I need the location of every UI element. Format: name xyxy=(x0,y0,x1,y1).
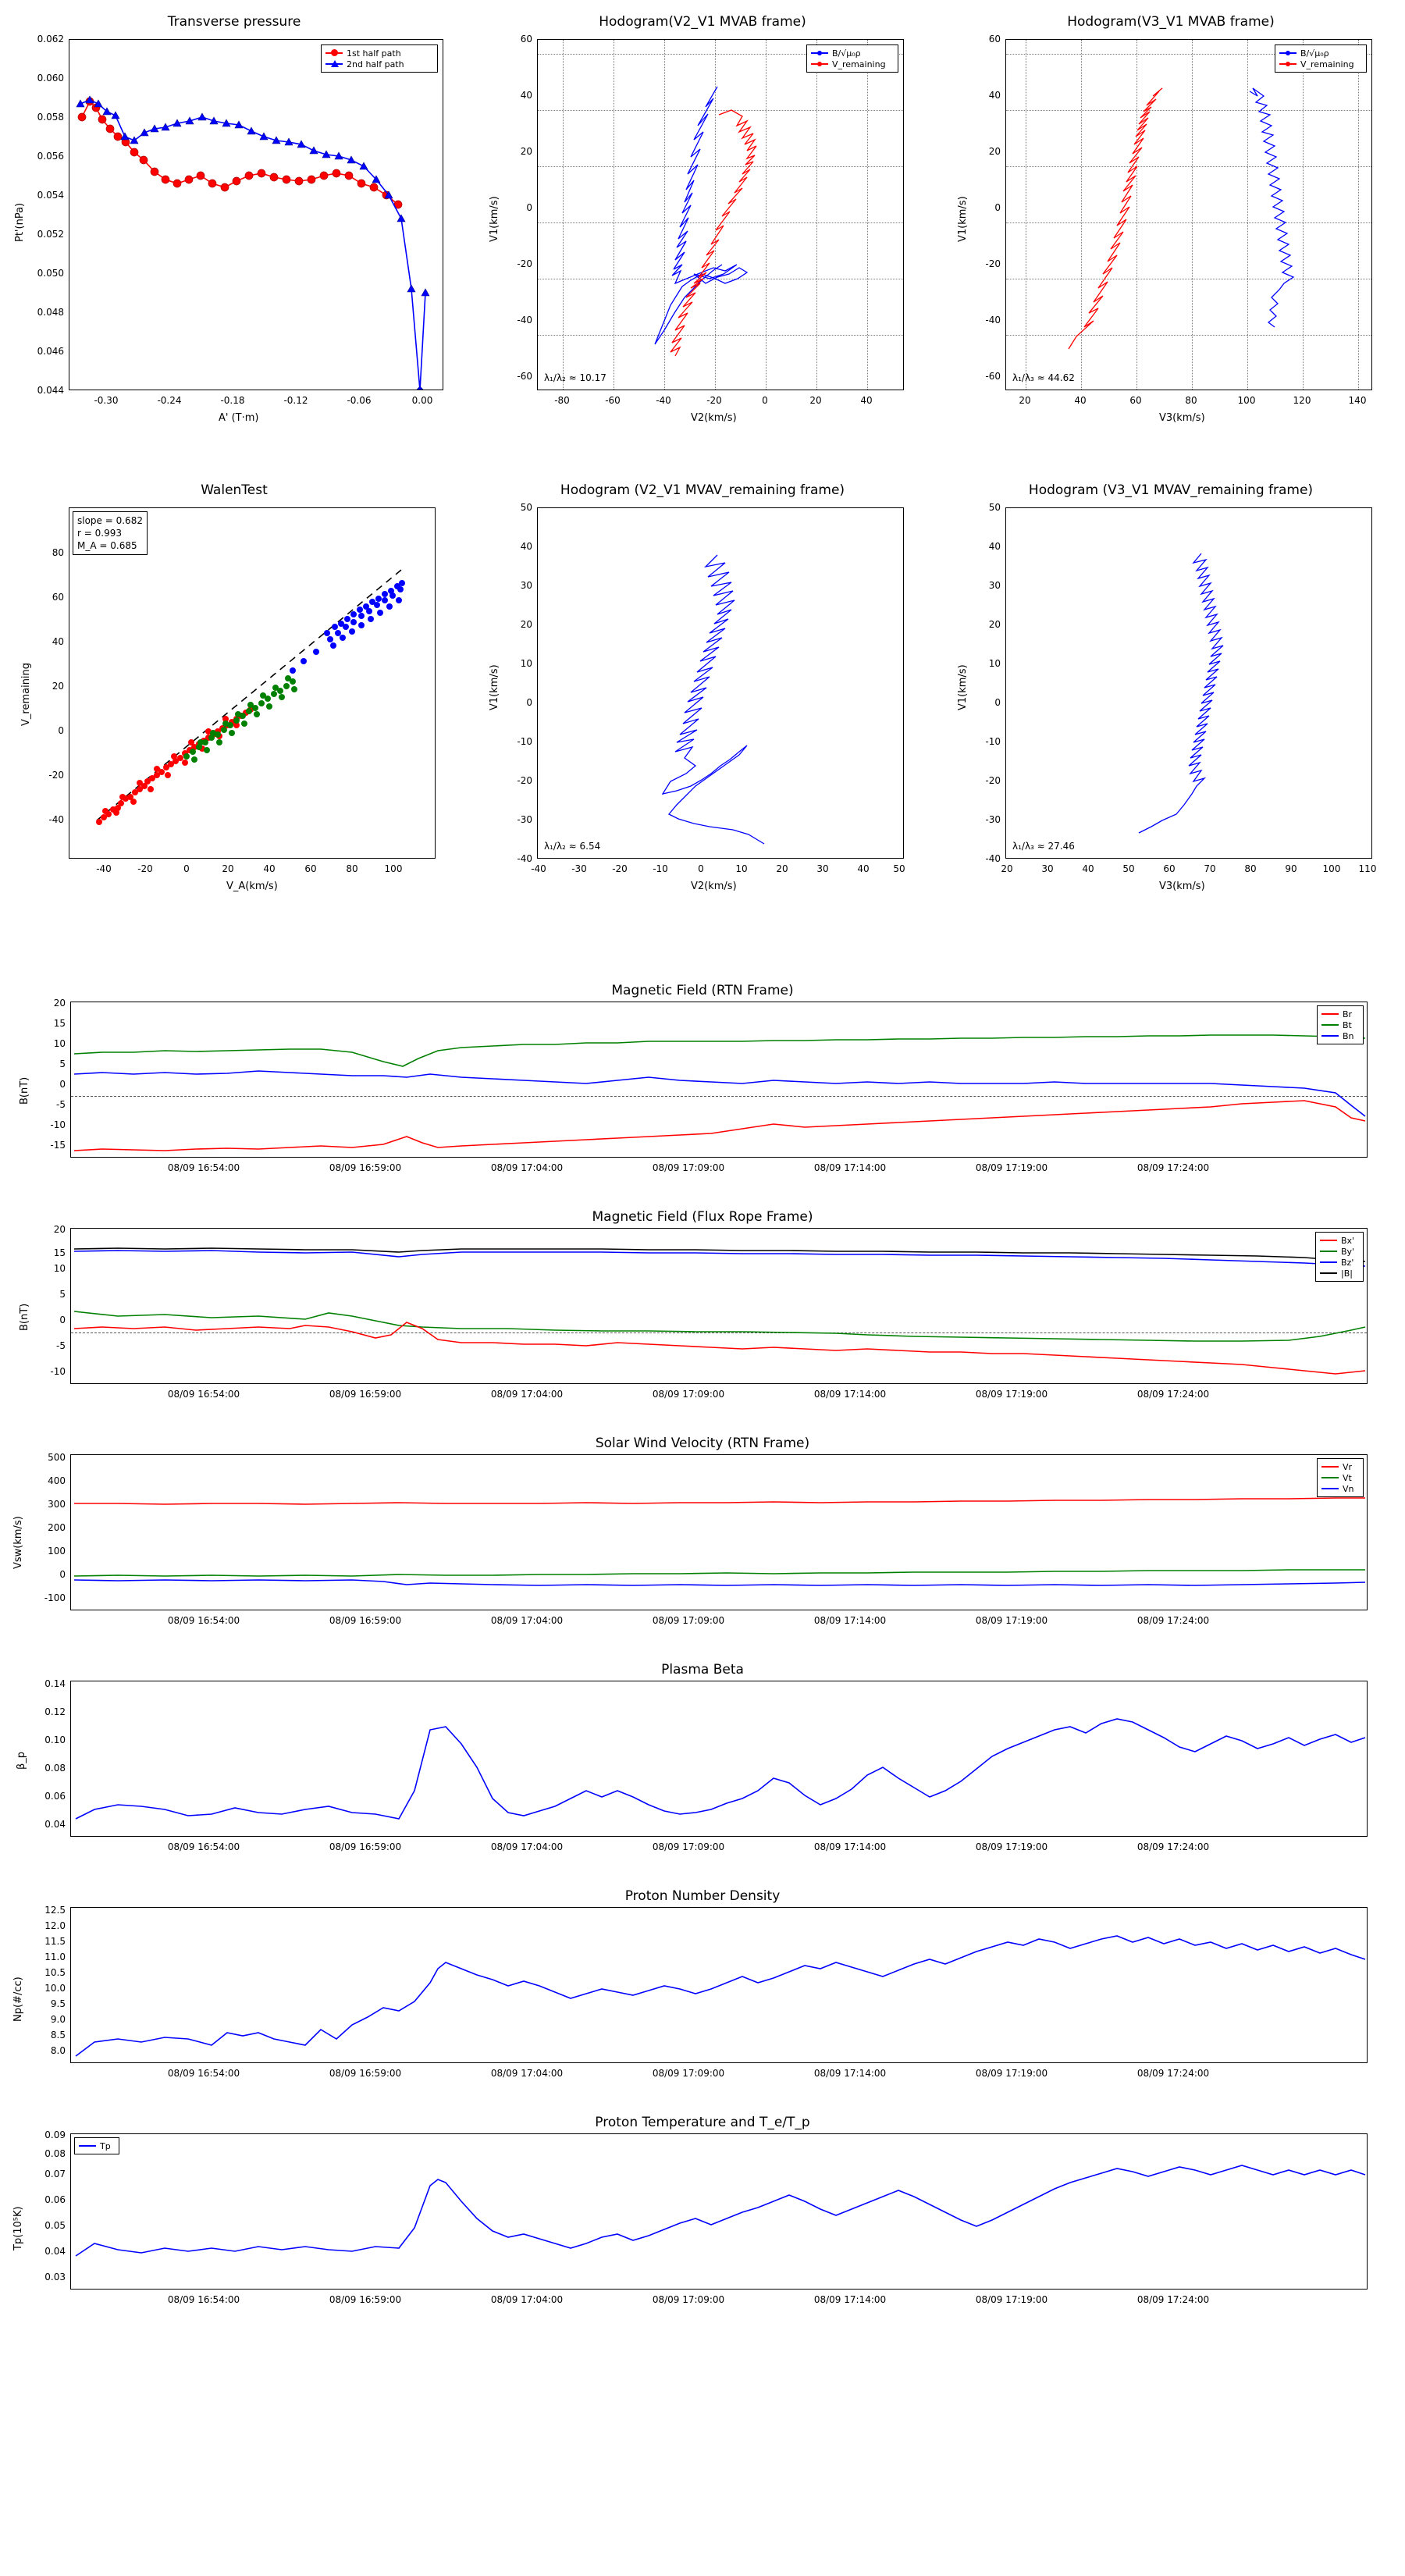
legend-label: |B| xyxy=(1341,1268,1353,1279)
time-tick: 08/09 17:09:00 xyxy=(652,1162,725,1173)
time-tick: 08/09 16:54:00 xyxy=(167,1162,240,1173)
plot-area xyxy=(70,1454,1368,1610)
time-tick: 08/09 17:19:00 xyxy=(975,1389,1048,1400)
x-tick: 20 xyxy=(1019,395,1031,406)
y-tick: 500 xyxy=(48,1452,66,1463)
panel-title: Proton Number Density xyxy=(624,1888,781,1904)
vsw-plot xyxy=(71,1455,1368,1610)
time-tick: 08/09 16:54:00 xyxy=(167,1615,240,1626)
x-tick: 110 xyxy=(1358,863,1377,874)
y-tick: 15 xyxy=(53,1018,66,1029)
x-tick: 20 xyxy=(1001,863,1013,874)
panel-title: Solar Wind Velocity (RTN Frame) xyxy=(595,1436,810,1451)
x-tick: 40 xyxy=(1074,395,1087,406)
legend-label: Bn xyxy=(1343,1030,1354,1041)
panel-transverse-pressure xyxy=(0,0,468,445)
y-tick: 11.5 xyxy=(44,1936,66,1947)
x-tick: 0 xyxy=(698,863,704,874)
legend-label: Bt xyxy=(1343,1019,1352,1030)
y-tick: 0.046 xyxy=(37,346,64,357)
y-tick: 0.10 xyxy=(44,1735,66,1745)
time-tick: 08/09 17:19:00 xyxy=(975,1615,1048,1626)
legend-hodogram-v2v1-mvab xyxy=(806,44,898,73)
panel-title: WalenTest xyxy=(201,482,268,498)
y-tick: -10 xyxy=(50,1119,66,1130)
time-tick: 08/09 17:14:00 xyxy=(813,1162,887,1173)
y-tick: 30 xyxy=(988,580,1001,591)
y-tick: 0.050 xyxy=(37,268,64,279)
y-axis-label: Tp(10⁵K) xyxy=(12,2206,24,2250)
legend-label: B/√μ₀ρ xyxy=(832,48,861,59)
y-tick: 100 xyxy=(48,1546,66,1557)
y-tick: 60 xyxy=(520,34,532,44)
y-tick: 12.0 xyxy=(44,1920,66,1931)
walen-stats-box xyxy=(73,511,148,555)
eigenvalue-ratio-annotation: λ₁/λ₃ ≈ 44.62 xyxy=(1012,372,1075,383)
y-tick: 0.052 xyxy=(37,229,64,240)
plot-area xyxy=(537,39,904,390)
time-tick: 08/09 17:19:00 xyxy=(975,2294,1048,2305)
y-tick: 20 xyxy=(988,146,1001,157)
x-tick: -0.06 xyxy=(347,395,372,406)
plot-area xyxy=(537,507,904,859)
y-axis-label: Pt'(nPa) xyxy=(14,202,26,242)
time-tick: 08/09 17:04:00 xyxy=(490,1615,564,1626)
time-tick: 08/09 17:19:00 xyxy=(975,1162,1048,1173)
time-tick: 08/09 17:24:00 xyxy=(1136,1615,1210,1626)
y-tick: 20 xyxy=(53,998,66,1009)
legend-b-rtn xyxy=(1317,1005,1364,1044)
x-tick: 80 xyxy=(1244,863,1257,874)
y-tick: 9.0 xyxy=(50,2014,66,2025)
x-tick: -40 xyxy=(531,863,546,874)
y-tick: -20 xyxy=(517,775,532,786)
walen-mach-alfven: M_A = 0.685 xyxy=(77,540,137,551)
time-tick: 08/09 17:14:00 xyxy=(813,2068,887,2079)
x-axis-label: A' (T·m) xyxy=(219,412,259,424)
eigenvalue-ratio-annotation: λ₁/λ₂ ≈ 10.17 xyxy=(544,372,606,383)
time-tick: 08/09 17:09:00 xyxy=(652,2294,725,2305)
x-tick: 100 xyxy=(1237,395,1256,406)
y-tick: 0 xyxy=(58,725,64,736)
x-tick: 20 xyxy=(222,863,234,874)
y-tick: 20 xyxy=(53,1224,66,1235)
time-tick: 08/09 16:59:00 xyxy=(329,2068,402,2079)
panel-plasma-beta xyxy=(0,1659,1405,1885)
time-tick: 08/09 17:24:00 xyxy=(1136,2068,1210,2079)
y-tick: 0.04 xyxy=(44,1819,66,1830)
transverse-pressure-plot xyxy=(69,40,443,390)
plot-area xyxy=(70,1228,1368,1384)
y-tick: 0 xyxy=(994,697,1001,708)
legend-label: By' xyxy=(1341,1246,1355,1257)
x-tick: 90 xyxy=(1285,863,1297,874)
y-tick: 10.0 xyxy=(44,1983,66,1994)
x-axis-label: V2(km/s) xyxy=(691,881,737,892)
x-tick: 40 xyxy=(860,395,873,406)
time-tick: 08/09 16:54:00 xyxy=(167,1389,240,1400)
tp-plot xyxy=(71,2134,1368,2290)
x-tick: 20 xyxy=(776,863,788,874)
y-tick: 0.060 xyxy=(37,73,64,84)
y-tick: -20 xyxy=(48,770,64,781)
y-tick: 40 xyxy=(988,90,1001,101)
legend-transverse-pressure xyxy=(321,44,438,73)
hodogram-v2v1-mvav-plot xyxy=(538,508,904,859)
y-tick: -100 xyxy=(44,1592,66,1603)
x-axis-label: V3(km/s) xyxy=(1159,881,1205,892)
walen-test-plot xyxy=(69,508,436,859)
y-tick: -20 xyxy=(517,258,532,269)
y-tick: 0.08 xyxy=(44,2148,66,2159)
time-tick: 08/09 17:04:00 xyxy=(490,2068,564,2079)
plot-area xyxy=(1005,507,1372,859)
x-tick: 80 xyxy=(1185,395,1197,406)
y-tick: 5 xyxy=(59,1289,66,1300)
y-tick: 0 xyxy=(994,202,1001,213)
y-tick: 11.0 xyxy=(44,1952,66,1962)
y-tick: -40 xyxy=(48,814,64,825)
panel-solar-wind-velocity xyxy=(0,1432,1405,1659)
y-tick: -15 xyxy=(50,1140,66,1151)
x-tick: -40 xyxy=(96,863,112,874)
y-tick: 0.062 xyxy=(37,34,64,44)
y-tick: 0.03 xyxy=(44,2272,66,2282)
plot-area xyxy=(1005,39,1372,390)
y-axis-label: V1(km/s) xyxy=(489,664,500,710)
y-tick: 15 xyxy=(53,1247,66,1258)
y-axis-label: Np(#/cc) xyxy=(12,1976,24,2022)
y-tick: 40 xyxy=(988,541,1001,552)
legend-label: Vt xyxy=(1343,1472,1352,1483)
x-tick: 0 xyxy=(183,863,190,874)
hodogram-v3v1-mvav-plot xyxy=(1006,508,1372,859)
y-tick: 0.058 xyxy=(37,112,64,123)
time-tick: 08/09 17:14:00 xyxy=(813,1841,887,1852)
panel-title: Proton Temperature and T_e/T_p xyxy=(595,2115,810,2130)
y-tick: 0.04 xyxy=(44,2246,66,2257)
x-tick: 120 xyxy=(1293,395,1311,406)
y-tick: 20 xyxy=(520,619,532,630)
time-tick: 08/09 16:54:00 xyxy=(167,2068,240,2079)
x-axis-label: V3(km/s) xyxy=(1159,412,1205,424)
time-tick: 08/09 17:19:00 xyxy=(975,1841,1048,1852)
x-tick: 140 xyxy=(1348,395,1367,406)
y-tick: -5 xyxy=(56,1099,66,1110)
x-tick: 0.00 xyxy=(411,395,433,406)
x-tick: 100 xyxy=(1322,863,1341,874)
time-tick: 08/09 17:04:00 xyxy=(490,1162,564,1173)
x-tick: 100 xyxy=(384,863,403,874)
legend-label: V_remaining xyxy=(1300,59,1354,69)
x-tick: 60 xyxy=(304,863,317,874)
plot-area xyxy=(69,39,443,390)
panel-magnetic-field-rtn xyxy=(0,980,1405,1206)
panel-proton-temperature xyxy=(0,2112,1405,2346)
y-tick: 50 xyxy=(520,502,532,513)
y-tick: -40 xyxy=(985,315,1001,326)
time-tick: 08/09 17:14:00 xyxy=(813,1615,887,1626)
y-tick: 0.08 xyxy=(44,1763,66,1774)
time-tick: 08/09 16:59:00 xyxy=(329,1615,402,1626)
np-plot xyxy=(71,1908,1368,2063)
legend-label: Vr xyxy=(1343,1461,1353,1472)
x-tick: 40 xyxy=(263,863,276,874)
legend-vsw xyxy=(1317,1458,1364,1497)
panel-title: Magnetic Field (Flux Rope Frame) xyxy=(592,1209,813,1225)
x-tick: -0.30 xyxy=(94,395,119,406)
b-rtn-plot xyxy=(71,1002,1368,1158)
y-tick: 0.06 xyxy=(44,1791,66,1802)
x-tick: 40 xyxy=(857,863,870,874)
y-tick: 20 xyxy=(988,619,1001,630)
x-tick: 70 xyxy=(1204,863,1216,874)
y-tick: 0 xyxy=(526,697,532,708)
y-tick: 20 xyxy=(520,146,532,157)
y-tick: -20 xyxy=(985,775,1001,786)
time-tick: 08/09 17:14:00 xyxy=(813,1389,887,1400)
legend-hodogram-v3v1-mvab xyxy=(1275,44,1367,73)
x-tick: -30 xyxy=(571,863,587,874)
x-tick: 50 xyxy=(893,863,905,874)
y-tick: 0 xyxy=(59,1569,66,1580)
panel-title: Magnetic Field (RTN Frame) xyxy=(611,983,794,998)
walen-slope: slope = 0.682 xyxy=(77,515,143,526)
x-tick: 60 xyxy=(1163,863,1176,874)
y-axis-label: Vsw(km/s) xyxy=(12,1516,24,1569)
y-tick: -60 xyxy=(517,371,532,382)
time-tick: 08/09 17:09:00 xyxy=(652,1389,725,1400)
y-tick: 10 xyxy=(53,1263,66,1274)
panel-walen-test xyxy=(0,468,468,913)
time-tick: 08/09 17:19:00 xyxy=(975,2068,1048,2079)
legend-label: V_remaining xyxy=(832,59,886,69)
y-tick: 20 xyxy=(52,681,64,692)
x-axis-label: V2(km/s) xyxy=(691,412,737,424)
y-tick: -40 xyxy=(517,315,532,326)
panel-title: Hodogram (V3_V1 MVAV_remaining frame) xyxy=(1028,482,1314,498)
time-tick: 08/09 17:09:00 xyxy=(652,1841,725,1852)
legend-b-fr xyxy=(1315,1232,1364,1282)
y-tick: -10 xyxy=(985,736,1001,747)
y-axis-label: β_p xyxy=(16,1751,27,1770)
hodogram-v3v1-mvab-plot xyxy=(1006,40,1372,390)
legend-label: Br xyxy=(1343,1009,1353,1019)
y-tick: 400 xyxy=(48,1475,66,1486)
y-tick: 300 xyxy=(48,1499,66,1510)
walen-correlation: r = 0.993 xyxy=(77,528,122,539)
x-tick: 80 xyxy=(346,863,358,874)
y-tick: 80 xyxy=(52,547,64,558)
plot-area xyxy=(70,1907,1368,2063)
y-tick: 12.5 xyxy=(44,1905,66,1916)
y-axis-label: B(nT) xyxy=(19,1076,30,1105)
x-tick: 0 xyxy=(762,395,768,406)
y-axis-label: V1(km/s) xyxy=(957,196,969,242)
x-tick: -80 xyxy=(554,395,570,406)
y-tick: 0 xyxy=(526,202,532,213)
y-tick: 30 xyxy=(520,580,532,591)
x-tick: 50 xyxy=(1122,863,1135,874)
time-tick: 08/09 17:04:00 xyxy=(490,1389,564,1400)
panel-hodogram-v3v1-mvav xyxy=(937,468,1405,913)
x-tick: -20 xyxy=(612,863,628,874)
legend-label: Vn xyxy=(1343,1483,1354,1494)
time-tick: 08/09 17:14:00 xyxy=(813,2294,887,2305)
panel-hodogram-v3v1-mvab xyxy=(937,0,1405,445)
panel-hodogram-v2v1-mvab xyxy=(468,0,937,445)
y-tick: 10 xyxy=(988,658,1001,669)
time-tick: 08/09 17:04:00 xyxy=(490,1841,564,1852)
y-axis-label: V_remaining xyxy=(20,662,32,726)
y-tick: -40 xyxy=(517,853,532,864)
y-tick: 0.054 xyxy=(37,190,64,201)
y-tick: 0.06 xyxy=(44,2194,66,2205)
time-tick: 08/09 16:59:00 xyxy=(329,2294,402,2305)
y-tick: 0.044 xyxy=(37,385,64,396)
x-tick: -20 xyxy=(706,395,722,406)
legend-label: Tp xyxy=(100,2140,111,2151)
panel-title: Hodogram(V3_V1 MVAB frame) xyxy=(1067,14,1275,30)
y-tick: 0.07 xyxy=(44,2169,66,2179)
y-tick: 0 xyxy=(59,1079,66,1090)
panel-hodogram-v2v1-mvav xyxy=(468,468,937,913)
plot-area xyxy=(70,1681,1368,1837)
time-tick: 08/09 17:24:00 xyxy=(1136,1841,1210,1852)
hodogram-v2v1-mvab-plot xyxy=(538,40,904,390)
y-tick: 0.12 xyxy=(44,1706,66,1717)
y-tick: -10 xyxy=(517,736,532,747)
time-tick: 08/09 17:24:00 xyxy=(1136,1389,1210,1400)
x-tick: 30 xyxy=(816,863,829,874)
y-tick: 10 xyxy=(53,1038,66,1049)
y-tick: 5 xyxy=(59,1059,66,1069)
time-tick: 08/09 17:09:00 xyxy=(652,1615,725,1626)
eigenvalue-ratio-annotation: λ₁/λ₂ ≈ 6.54 xyxy=(544,841,601,852)
x-tick: 30 xyxy=(1041,863,1054,874)
x-tick: -0.12 xyxy=(283,395,308,406)
y-tick: -5 xyxy=(56,1340,66,1351)
panel-magnetic-field-flux-rope xyxy=(0,1206,1405,1432)
y-tick: -60 xyxy=(985,371,1001,382)
panel-proton-number-density xyxy=(0,1885,1405,2112)
y-tick: 0.09 xyxy=(44,2129,66,2140)
panel-title: Hodogram(V2_V1 MVAB frame) xyxy=(599,14,806,30)
y-tick: -30 xyxy=(517,814,532,825)
x-tick: 60 xyxy=(1129,395,1142,406)
time-tick: 08/09 17:09:00 xyxy=(652,2068,725,2079)
beta-plot xyxy=(71,1681,1368,1837)
legend-label: Bx' xyxy=(1341,1235,1355,1246)
x-tick: 20 xyxy=(809,395,822,406)
y-tick: 60 xyxy=(52,592,64,603)
y-axis-label: B(nT) xyxy=(19,1303,30,1331)
x-tick: -10 xyxy=(653,863,668,874)
y-tick: 10 xyxy=(520,658,532,669)
y-tick: 50 xyxy=(988,502,1001,513)
y-tick: 8.0 xyxy=(50,2045,66,2056)
y-tick: 8.5 xyxy=(50,2030,66,2041)
time-tick: 08/09 16:54:00 xyxy=(167,1841,240,1852)
x-tick: -20 xyxy=(137,863,153,874)
y-tick: -40 xyxy=(985,853,1001,864)
y-tick: 0.056 xyxy=(37,151,64,162)
x-tick: -60 xyxy=(605,395,621,406)
legend-label: Bz' xyxy=(1341,1257,1354,1268)
y-tick: 0.05 xyxy=(44,2220,66,2231)
time-tick: 08/09 17:24:00 xyxy=(1136,2294,1210,2305)
y-tick: 40 xyxy=(52,636,64,647)
y-tick: 0.14 xyxy=(44,1678,66,1689)
y-tick: 10.5 xyxy=(44,1967,66,1978)
legend-label: B/√μ₀ρ xyxy=(1300,48,1329,59)
y-axis-label: V1(km/s) xyxy=(957,664,969,710)
time-tick: 08/09 17:24:00 xyxy=(1136,1162,1210,1173)
legend-label: 2nd half path xyxy=(347,59,404,69)
y-tick: -30 xyxy=(985,814,1001,825)
x-tick: 40 xyxy=(1082,863,1094,874)
eigenvalue-ratio-annotation: λ₁/λ₃ ≈ 27.46 xyxy=(1012,841,1075,852)
panel-title: Hodogram (V2_V1 MVAV_remaining frame) xyxy=(560,482,845,498)
legend-label: 1st half path xyxy=(347,48,401,59)
y-tick: 0 xyxy=(59,1315,66,1325)
y-tick: 200 xyxy=(48,1522,66,1533)
time-tick: 08/09 16:54:00 xyxy=(167,2294,240,2305)
x-tick: -0.24 xyxy=(157,395,182,406)
x-tick: -0.18 xyxy=(220,395,245,406)
plot-area xyxy=(70,1002,1368,1158)
plot-area xyxy=(69,507,436,859)
plot-area xyxy=(70,2133,1368,2290)
y-tick: 60 xyxy=(988,34,1001,44)
time-tick: 08/09 16:59:00 xyxy=(329,1841,402,1852)
y-tick: 40 xyxy=(520,541,532,552)
time-tick: 08/09 16:59:00 xyxy=(329,1389,402,1400)
panel-title: Plasma Beta xyxy=(661,1662,744,1678)
time-tick: 08/09 17:04:00 xyxy=(490,2294,564,2305)
x-tick: -40 xyxy=(656,395,671,406)
x-axis-label: V_A(km/s) xyxy=(226,881,278,892)
y-tick: -10 xyxy=(50,1366,66,1377)
y-tick: 40 xyxy=(520,90,532,101)
b-fr-plot xyxy=(71,1229,1368,1384)
y-axis-label: V1(km/s) xyxy=(489,196,500,242)
x-tick: 10 xyxy=(735,863,748,874)
panel-title: Transverse pressure xyxy=(167,14,301,30)
y-tick: -20 xyxy=(985,258,1001,269)
y-tick: 0.048 xyxy=(37,307,64,318)
legend-tp xyxy=(74,2137,119,2154)
y-tick: 9.5 xyxy=(50,1998,66,2009)
time-tick: 08/09 16:59:00 xyxy=(329,1162,402,1173)
